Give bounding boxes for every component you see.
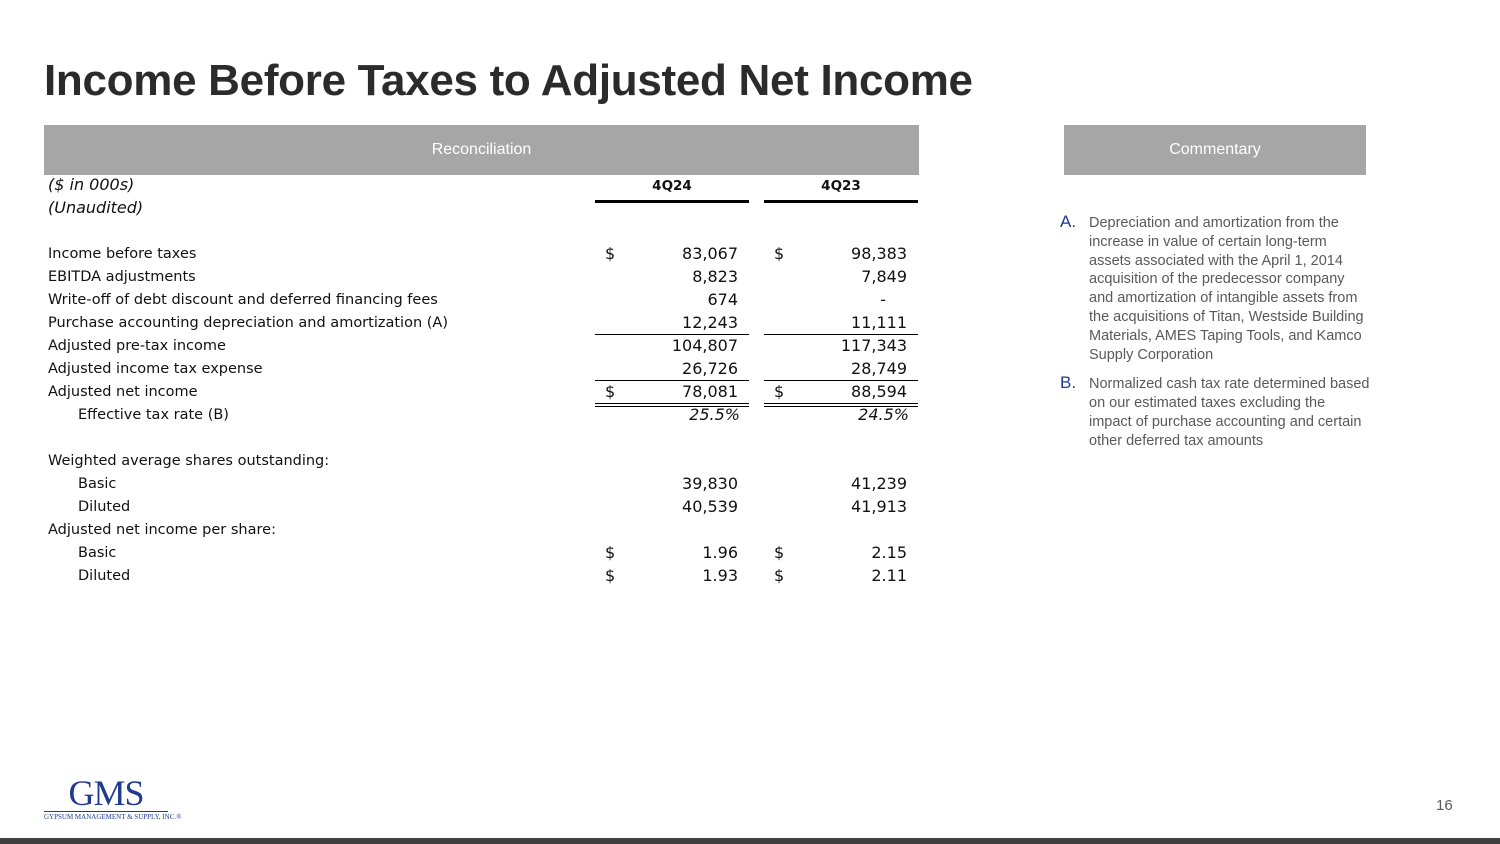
note-marker: B. [1060,373,1077,393]
commentary-note-a [1060,214,1370,364]
row-label: Basic [78,545,117,561]
value-4q24: 674 [707,290,738,309]
row-label: Effective tax rate (B) [78,407,229,423]
value-4q24: 40,539 [682,497,738,516]
value-4q24: 83,067 [682,244,738,263]
row-label: Adjusted pre-tax income [48,338,226,354]
currency-symbol: $ [605,543,616,562]
table-row [44,404,919,427]
value-4q23: 2.11 [871,566,907,585]
table-row [44,289,919,312]
value-4q24: 25.5% [689,405,740,424]
table-row [44,243,919,266]
table-row [44,519,919,542]
table-header-row [44,174,919,197]
value-4q24: 26,726 [682,359,738,378]
currency-symbol: $ [605,566,616,585]
table-row [44,473,919,496]
company-logo [44,773,184,821]
value-4q23: 117,343 [840,336,907,355]
reconciliation-table [44,174,919,588]
row-label: Income before taxes [48,246,197,262]
page-title: Income Before Taxes to Adjusted Net Income [44,56,973,105]
table-row [44,358,919,381]
value-4q24: 104,807 [671,336,738,355]
table-row [44,450,919,473]
spacer-row [44,220,919,243]
value-4q23: 28,749 [851,359,907,378]
table-row [44,565,919,588]
spacer-row [44,427,919,450]
currency-symbol: $ [605,382,616,401]
note-text: Depreciation and amortization from the increase in value of certain long-term assets associated with the April 1, 2014 acquisition of the predecessor company and amortization of intangible assets from the acquisitions of Titan, Westside Building Materials, AMES Taping Tools, and Kamco Supply Corporation [1089,215,1364,363]
value-4q23: 88,594 [851,382,907,401]
value-4q23: 24.5% [858,405,909,424]
row-label: Write-off of debt discount and deferred financing fees [48,292,438,308]
logo-wordmark: GMS [68,773,144,813]
currency-symbol: $ [605,244,616,263]
row-label: Diluted [78,568,131,584]
row-label: Weighted average shares outstanding: [48,453,330,469]
currency-symbol: $ [774,543,785,562]
note-marker: A. [1060,212,1077,231]
table-row [44,496,919,519]
table-row [44,381,919,404]
row-label: Adjusted income tax expense [48,361,263,377]
row-label: Diluted [78,499,131,515]
currency-symbol: $ [774,566,785,585]
unaudited-row [44,197,919,220]
table-row [44,542,919,565]
row-label: Adjusted net income [48,384,198,400]
note-text: Normalized cash tax rate determined based on our estimated taxes excluding the impact of purchase accounting and certain other deferred tax amounts [1089,376,1370,449]
value-4q24: 8,823 [692,267,738,286]
value-4q23: 41,239 [851,474,907,493]
commentary-header: Commentary [1064,125,1366,175]
row-label: EBITDA adjustments [48,269,196,285]
value-4q24: 12,243 [682,313,738,332]
value-4q24: 1.96 [702,543,738,562]
currency-symbol: $ [774,244,785,263]
commentary-note-b [1060,375,1370,450]
column-header-4q24: 4Q24 [595,178,749,203]
value-4q23: 2.15 [871,543,907,562]
commentary-notes [1060,214,1370,462]
row-label: Purchase accounting depreciation and amortization (A) [48,315,448,331]
value-4q23: 98,383 [851,244,907,263]
value-4q23: - [880,290,886,309]
page-number: 16 [1436,797,1453,814]
units-label: ($ in 000s) [48,175,135,194]
unaudited-label: (Unaudited) [48,198,144,217]
row-label: Adjusted net income per share: [48,522,276,538]
value-4q24: 1.93 [702,566,738,585]
row-label: Basic [78,476,117,492]
currency-symbol: $ [774,382,785,401]
value-4q24: 78,081 [682,382,738,401]
value-4q23: 41,913 [851,497,907,516]
value-4q23: 7,849 [861,267,907,286]
column-header-4q23: 4Q23 [764,178,918,203]
reconciliation-header: Reconciliation [44,125,919,175]
footer-bar [0,838,1500,844]
value-4q24: 39,830 [682,474,738,493]
value-4q23: 11,111 [851,313,907,332]
table-row [44,335,919,358]
logo-subtitle: GYPSUM MANAGEMENT & SUPPLY, INC.® [44,813,182,821]
table-row [44,312,919,335]
table-row [44,266,919,289]
